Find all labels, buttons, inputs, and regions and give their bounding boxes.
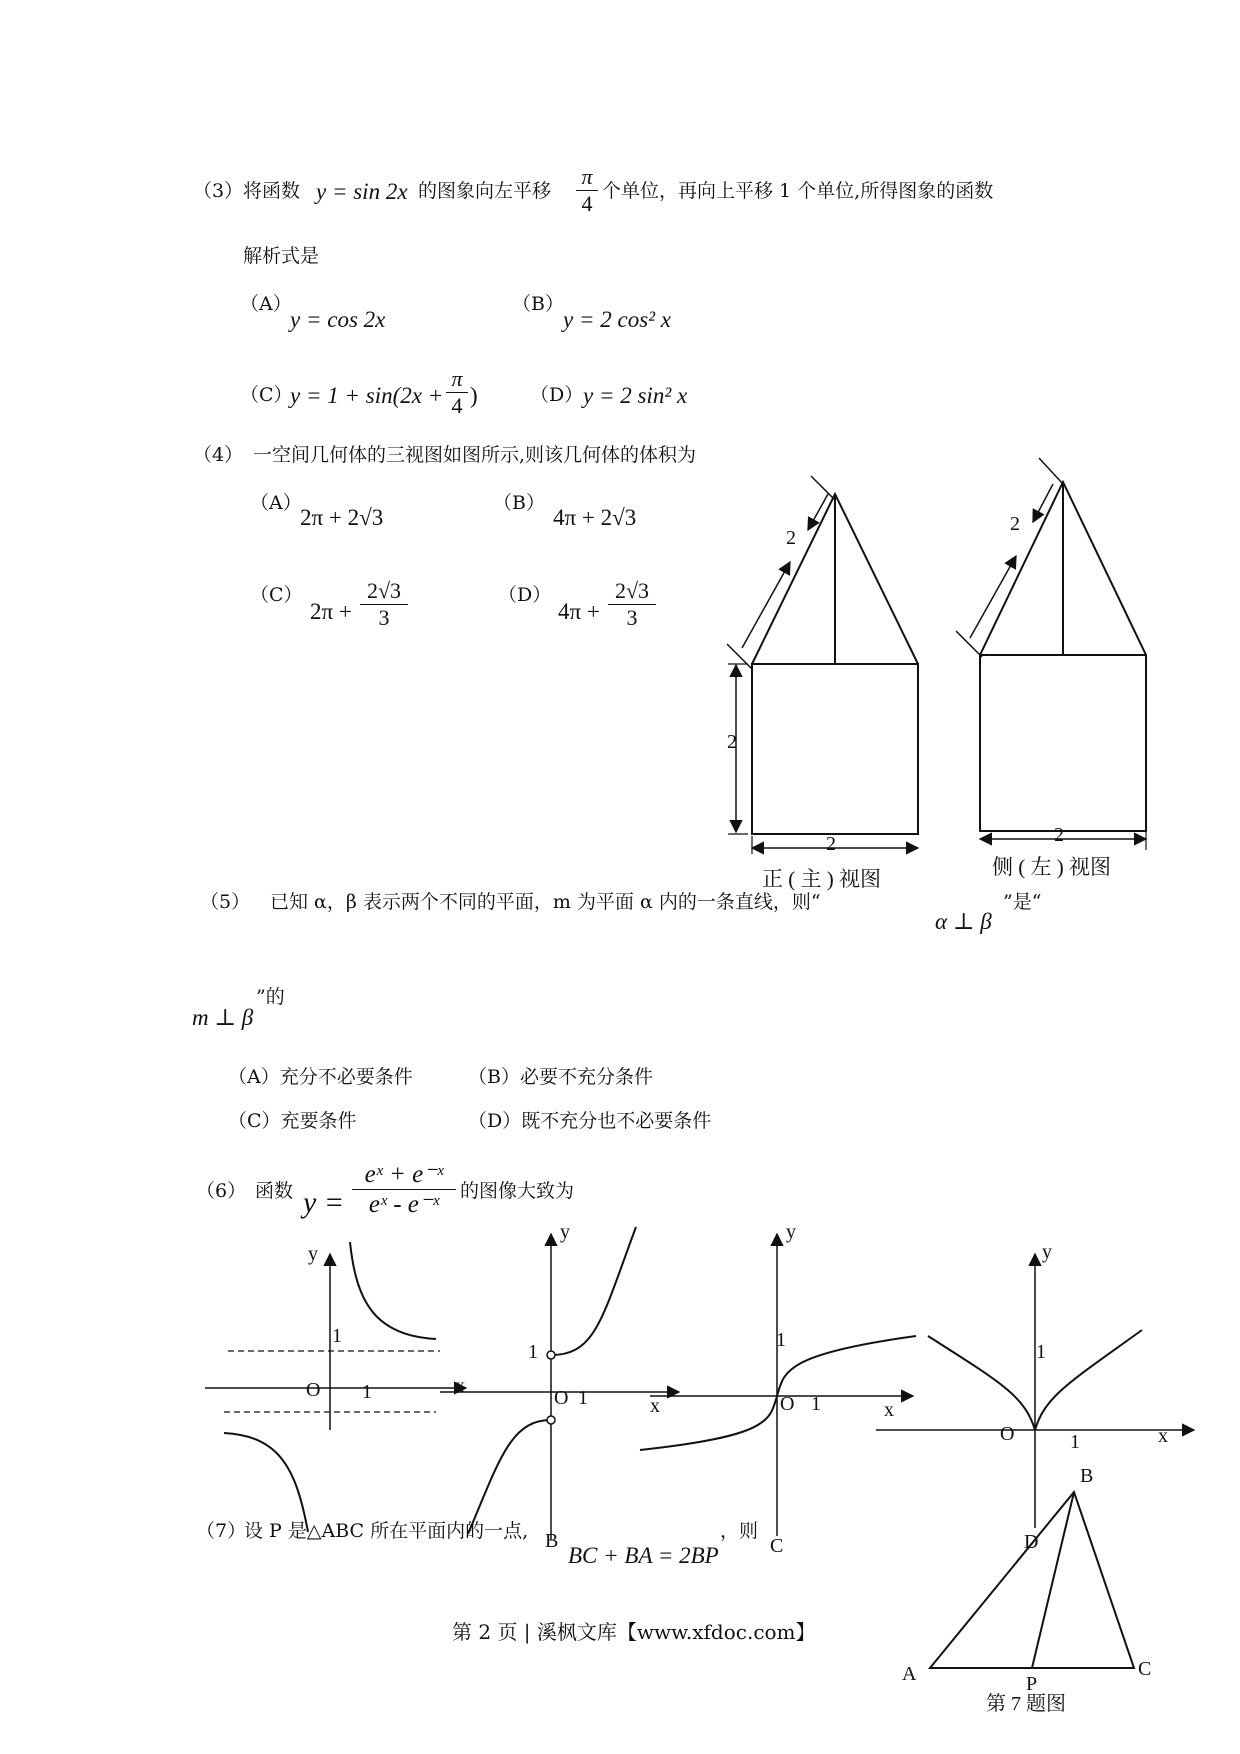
- q7-stray-b: B: [545, 1530, 559, 1552]
- q4-front-width-label: 2: [826, 833, 836, 855]
- q6-graph-a: [205, 1242, 466, 1532]
- q3-text-d: 解析式是: [243, 245, 320, 267]
- q4-side-view: [956, 458, 1146, 850]
- q4-front-caption: 正 ( 主 ) 视图: [762, 867, 881, 891]
- q6-a-x-label: x: [455, 1375, 465, 1397]
- q7-figure-caption: 第 7 题图: [986, 1693, 1066, 1715]
- q3-text-b: 的图象向左平移: [418, 180, 552, 202]
- q6-b-origin: O: [554, 1387, 569, 1409]
- q4-option-b-label: （B）: [493, 492, 545, 514]
- q4-option-c-expr: 2π +: [310, 599, 352, 624]
- q4-option-c-fraction: 2√3 3: [360, 580, 408, 629]
- page-footer: 第 2 页 | 溪枫文库【www.xfdoc.com】: [452, 1620, 816, 1644]
- q6-a-origin: O: [306, 1379, 321, 1401]
- q3-option-a-label: （A）: [240, 293, 292, 315]
- q7-text-a: 设 P 是△ABC 所在平面内的一点,: [244, 1520, 529, 1542]
- q6-c-x-label: x: [884, 1399, 894, 1421]
- q4-option-d-fraction: 2√3 3: [608, 580, 656, 629]
- q6-d-one-y: 1: [1036, 1341, 1046, 1363]
- q6-fraction: eˣ + e⁻ˣ eˣ - e⁻ˣ: [352, 1162, 456, 1217]
- q5-number: （5）: [200, 891, 251, 913]
- q3-option-b-label: （B）: [512, 293, 564, 315]
- q4-option-a-expr: 2π + 2√3: [300, 505, 384, 530]
- q3-number: （3）: [193, 180, 244, 202]
- q6-graph-c: [640, 1234, 916, 1536]
- q5-option-b: （B）必要不充分条件: [468, 1066, 653, 1088]
- q6-c-y-label: y: [786, 1221, 796, 1243]
- q4-option-a-label: （A）: [250, 492, 302, 514]
- q4-front-view: [727, 476, 918, 854]
- q3-function: y = sin 2x: [316, 179, 408, 204]
- q4-option-c-label: （C）: [250, 584, 303, 606]
- q7-triangle-figure: [930, 1492, 1134, 1668]
- q6-text-b: 的图像大致为: [460, 1180, 575, 1202]
- q6-d-x-label: x: [1158, 1425, 1168, 1447]
- q7-label-c: C: [1138, 1658, 1152, 1680]
- q7-expr: BC + BA = 2BP: [568, 1543, 719, 1568]
- q7-number: （7）: [196, 1520, 247, 1542]
- q6-a-one-x: 1: [362, 1381, 372, 1403]
- q4-number: （4）: [193, 444, 244, 466]
- q3-option-c-expr-a: y = 1 + sin(2x +: [290, 383, 444, 408]
- q6-lhs: y =: [303, 1186, 345, 1219]
- q5-option-c: （C）充要条件: [228, 1110, 357, 1132]
- q7-label-a: A: [902, 1663, 917, 1685]
- q3-option-c-expr-b: ): [470, 383, 478, 408]
- q4-text: 一空间几何体的三视图如图所示,则该几何体的体积为: [253, 444, 697, 466]
- q6-d-origin: O: [1000, 1423, 1015, 1445]
- q5-option-d: （D）既不充分也不必要条件: [468, 1110, 712, 1132]
- q6-text-a: 函数: [255, 1180, 294, 1202]
- q6-d-one-x: 1: [1070, 1431, 1080, 1453]
- q6-c-origin: O: [780, 1393, 795, 1415]
- q3-option-c-fraction: π 4: [446, 368, 468, 417]
- q6-b-x-label: x: [650, 1395, 660, 1417]
- q6-b-one-y: 1: [528, 1341, 538, 1363]
- q3-option-a-expr: y = cos 2x: [290, 307, 386, 332]
- q6-d-y-label: y: [1042, 1241, 1052, 1263]
- q3-text-c: 个单位，再向上平移 1 个单位,所得图象的函数: [602, 180, 994, 202]
- q5-text-a: 已知 α，β 表示两个不同的平面，m 为平面 α 内的一条直线，则“: [270, 891, 821, 913]
- q3-option-d-expr: y = 2 sin² x: [583, 383, 688, 408]
- q6-graph-b: [440, 1227, 679, 1540]
- q4-option-d-label: （D）: [498, 584, 552, 606]
- q6-c-one-y: 1: [776, 1329, 786, 1351]
- q4-side-caption: 侧 ( 左 ) 视图: [992, 855, 1111, 879]
- q5-text-c: ”的: [256, 986, 285, 1008]
- q7-label-d: D: [1024, 1531, 1039, 1553]
- q6-b-y-label: y: [560, 1221, 570, 1243]
- q5-option-a: （A）充分不必要条件: [228, 1066, 413, 1088]
- q3-option-d-label: （D）: [530, 384, 584, 406]
- q5-expr-1: α ⊥ β: [935, 909, 992, 934]
- q3-option-b-expr: y = 2 cos² x: [563, 307, 671, 332]
- q6-a-one-y: 1: [332, 1325, 342, 1347]
- q6-graph-d: [876, 1254, 1194, 1528]
- q7-text-b: ，则: [720, 1520, 759, 1542]
- q7-label-b: B: [1080, 1465, 1094, 1487]
- q4-option-b-expr: 4π + 2√3: [553, 505, 637, 530]
- q5-text-b: ”是“: [1003, 891, 1042, 913]
- q3-text-a: 将函数: [243, 180, 301, 202]
- q4-side-slant-label: 2: [1010, 513, 1020, 535]
- q4-option-d-expr: 4π +: [558, 599, 600, 624]
- q4-front-slant-label: 2: [786, 527, 796, 549]
- q7-label-p: P: [1026, 1673, 1038, 1695]
- q6-a-y-label: y: [308, 1243, 318, 1265]
- q5-expr-2: m ⊥ β: [192, 1005, 254, 1030]
- q7-stray-c: C: [770, 1535, 784, 1557]
- q3-fraction: π 4: [576, 166, 598, 215]
- q3-option-c-label: （C）: [240, 384, 293, 406]
- q6-c-one-x: 1: [811, 1393, 821, 1415]
- q6-number: （6）: [196, 1180, 247, 1202]
- q4-side-width-label: 2: [1054, 824, 1064, 846]
- q4-front-height-label: 2: [727, 731, 737, 753]
- q6-b-one-x: 1: [578, 1387, 588, 1409]
